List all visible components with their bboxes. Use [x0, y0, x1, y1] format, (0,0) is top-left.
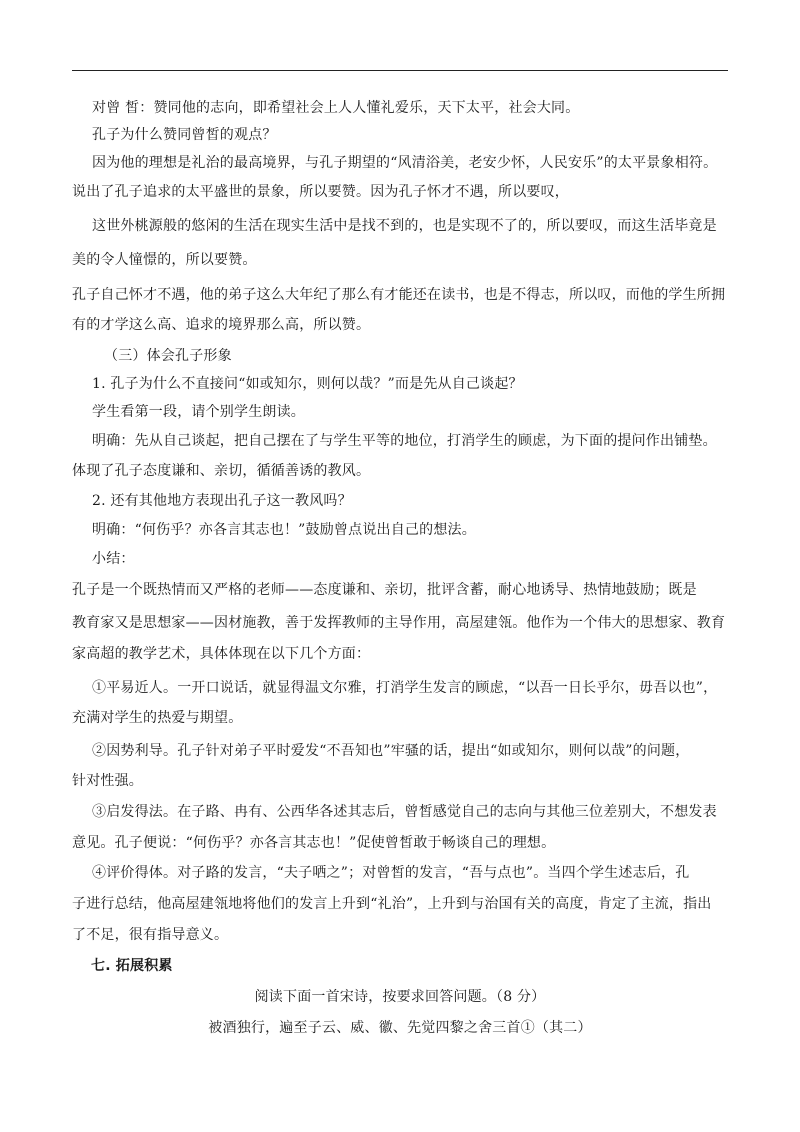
text-line: 针对性强。 [72, 773, 143, 789]
text-line: 教育家又是思想家——因材施教，善于发挥教师的主导作用，高屋建瓴。他作为一个伟大的思想家、教育 [72, 615, 726, 631]
list-item: ②因势利导。孔子针对弟子平时爱发“不吾知也”牢骚的话，提出“如或知尔，则何以哉”的问题， [92, 743, 690, 759]
text-line: 体现了孔子态度谦和、亲切，循循善诱的教风。 [72, 463, 371, 479]
text-line: 美的令人憧憬的，所以要赞。 [72, 252, 257, 268]
text-line: 这世外桃源般的悠闲的生活在现实生活中是找不到的，也是实现不了的，所以要叹，而这生活毕竟是 [92, 218, 717, 234]
list-item: ④评价得体。对子路的发言，“夫子哂之”；对曾皙的发言，“吾与点也”。当四个学生述志后，孔 [92, 865, 690, 881]
text-line: 明确：“何伤乎？亦各言其志也！”鼓励曾点说出自己的想法。 [92, 522, 476, 538]
text-line: 有的才学这么高、追求的境界那么高，所以赞。 [72, 317, 371, 333]
text-line: 意见。孔子便说：“何伤乎？亦各言其志也！”促使曾皙敢于畅谈自己的理想。 [72, 835, 556, 851]
text-line: 学生看第一段，请个别学生朗读。 [92, 404, 305, 420]
text-line: 孔子是一个既热情而又严格的老师——态度谦和、亲切，批评含蓄，耐心地诱导、热情地鼓励；既是 [72, 582, 697, 598]
text-line: 对曾 皙：赞同他的志向，即希望社会上人人懂礼爱乐，天下太平，社会大同。 [92, 100, 580, 116]
question-line: 2. 还有其他地方表现出孔子这一教风吗？ [92, 493, 352, 509]
text-line: 家高超的教学艺术，具体体现在以下几个方面： [72, 646, 371, 662]
question-line: 1. 孔子为什么不直接问“如或知尔，则何以哉？”而是先从自己谈起？ [92, 376, 523, 392]
list-item: ①平易近人。一开口说话，就显得温文尔雅，打消学生发言的顾虑，“以吾一日长乎尔，毋吾以也”， [92, 680, 718, 696]
text-line: 孔子自己怀才不遇，他的弟子这么大年纪了那么有才能还在读书，也是不得志，所以叹，而他的学生所拥 [72, 287, 726, 303]
text-line: 孔子为什么赞同曾皙的观点？ [92, 127, 277, 143]
exercise-instruction: 阅读下面一首宋诗，按要求回答问题。（8 分） [254, 989, 546, 1005]
text-line: 子进行总结，他高屋建瓴地将他们的发言上升到“礼治”，上升到与治国有关的高度，肯定了主流，指出 [72, 896, 712, 912]
section-heading: 七. 拓展积累 [91, 958, 173, 974]
text-line: 充满对学生的热爱与期望。 [72, 710, 243, 726]
list-item: ③启发得法。在子路、冉有、公西华各述其志后，曾皙感觉自己的志向与其他三位差别大，不想发表 [92, 804, 717, 820]
section-subheading: （三）体会孔子形象 [104, 348, 232, 364]
text-line: 了不足，很有指导意义。 [72, 927, 229, 943]
header-rule [72, 70, 728, 71]
poem-title: 被酒独行，遍至子云、威、徽、先觉四黎之舍三首①（其二） [208, 1020, 592, 1036]
summary-label: 小结： [92, 551, 135, 567]
text-line: 说出了孔子追求的太平盛世的景象，所以要赞。因为孔子怀才不遇，所以要叹， [72, 184, 569, 200]
text-line: 因为他的理想是礼治的最高境界，与孔子期望的“风清浴美，老安少怀，人民安乐”的太平景象相符。 [92, 155, 718, 171]
text-line: 明确：先从自己谈起，把自己摆在了与学生平等的地位，打消学生的顾虑，为下面的提问作出铺垫。 [92, 433, 717, 449]
